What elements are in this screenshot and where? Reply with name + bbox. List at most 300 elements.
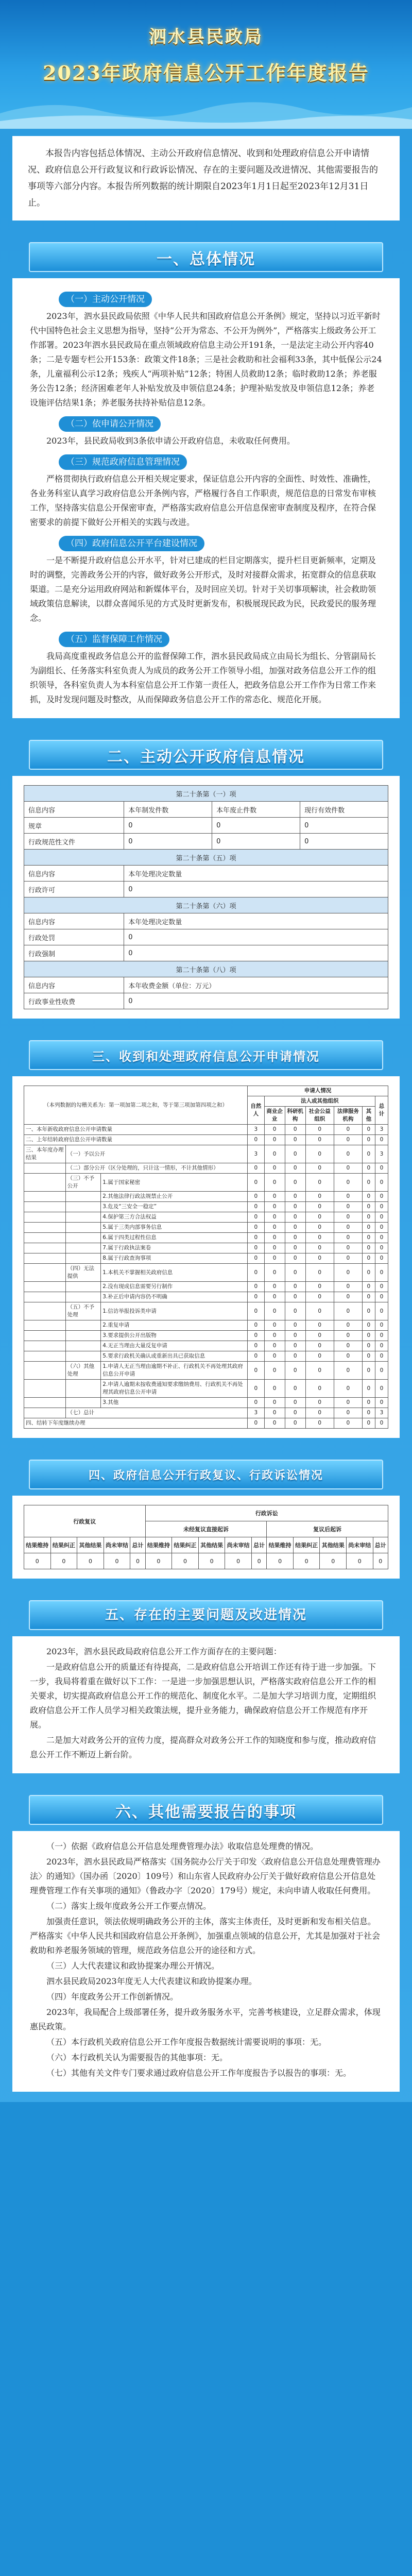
section-5-body xyxy=(12,1636,400,1773)
table-cell: 0 xyxy=(124,929,388,945)
table-header-cell: 信息内容 xyxy=(24,913,124,929)
table-cell: 0 xyxy=(375,1163,388,1174)
sub-heading: （二）依申请公开情况 xyxy=(59,416,161,432)
table-row xyxy=(24,993,388,1009)
section-3-title: 三、收到和处理政府信息公开申请情况 xyxy=(92,1049,320,1064)
table-cell: 0 xyxy=(375,1233,388,1243)
table-cell: 0 xyxy=(300,818,388,834)
table-cell xyxy=(24,1320,66,1331)
table-cell: 0 xyxy=(334,1243,362,1253)
section-2-title: 二、主动公开政府信息情况 xyxy=(107,748,305,766)
table-cell: 3 xyxy=(375,1125,388,1135)
table-cell: 0 xyxy=(285,1243,305,1253)
sub-heading: （四）政府信息公开平台建设情况 xyxy=(59,536,204,551)
table-cell xyxy=(24,1380,66,1398)
table-row xyxy=(24,882,388,897)
table-cell: 0 xyxy=(285,1351,305,1362)
table-cell: 0 xyxy=(264,1351,285,1362)
table-cell: 0 xyxy=(334,1223,362,1233)
table-row xyxy=(24,1302,388,1320)
table-cell: 5.属于三类内部事务信息 xyxy=(101,1223,248,1233)
table-cell: 0 xyxy=(334,1163,362,1174)
table-cell xyxy=(65,1192,101,1202)
table-cell: 0 xyxy=(212,834,300,850)
table-row xyxy=(24,1233,388,1243)
table-cell: 0 xyxy=(362,1125,375,1135)
table-cell: 0 xyxy=(285,1341,305,1351)
table-cell: 0 xyxy=(264,1125,285,1135)
table-cell: 0 xyxy=(305,1380,334,1398)
table-row xyxy=(24,1362,388,1380)
table-cell: 0 xyxy=(248,1192,265,1202)
table-cell: 0 xyxy=(362,1264,375,1282)
table-cell: 0 xyxy=(305,1135,334,1145)
table-cell: 0 xyxy=(334,1192,362,1202)
table-cell: 0 xyxy=(305,1331,334,1341)
paragraph: 2023年，泗水县民政局严格落实《国务院办公厅关于印发〈政府信息公开信息处理费管理办法〉的通知》（国办函〔2020〕109号）和山东省人民政府办公厅关于做好政府信息公开信息处理费管理工作有关事项的通知》（鲁政办字〔2020〕179号）规定，未向申请人收取任何费用。 xyxy=(30,1857,381,1895)
table-cell: 0 xyxy=(375,1341,388,1351)
table-cell: 0 xyxy=(362,1408,375,1418)
table-cell: 0 xyxy=(362,1320,375,1331)
table-cell: 0 xyxy=(248,1380,265,1398)
table-cell: 0 xyxy=(285,1212,305,1223)
table-row xyxy=(24,929,388,945)
table-cell: 0 xyxy=(375,1380,388,1398)
table-group-header: 第二十条第（一）项 xyxy=(24,786,388,802)
table-cell xyxy=(65,1320,101,1331)
table-cell: 0 xyxy=(264,1243,285,1253)
table-header-cell: 法律服务机构 xyxy=(334,1107,362,1125)
table-cell xyxy=(65,1282,101,1292)
table-cell: 0 xyxy=(334,1418,362,1429)
table-cell: 0 xyxy=(124,818,212,834)
table-cell: 0 xyxy=(225,1553,252,1569)
sub-heading: （五）监督保障工作情况 xyxy=(59,632,169,647)
table-cell: 3 xyxy=(375,1145,388,1163)
table-row xyxy=(24,1282,388,1292)
table-cell: 0 xyxy=(305,1233,334,1243)
table-row xyxy=(24,945,388,961)
table-cell: 2.申请人逾期未按收费通知要求缴纳费用、行政机关不再处理其政府信息公开申请 xyxy=(101,1380,248,1398)
table-cell: 0 xyxy=(375,1302,388,1320)
table-cell: 0 xyxy=(362,1341,375,1351)
table-header-cell: 结果纠正 xyxy=(50,1537,77,1553)
table-cell: 0 xyxy=(248,1362,265,1380)
table-cell: 0 xyxy=(264,1408,285,1418)
table-cell xyxy=(65,1202,101,1212)
table-cell xyxy=(65,1331,101,1341)
table-cell: 0 xyxy=(305,1163,334,1174)
table-cell: （一）予以公开 xyxy=(65,1145,247,1163)
table-cell: 0 xyxy=(264,1233,285,1243)
table-cell: 0 xyxy=(362,1135,375,1145)
sub-heading: （三）规范政府信息管理情况 xyxy=(59,454,187,470)
table-cell xyxy=(24,1408,66,1418)
table-cell: 0 xyxy=(334,1341,362,1351)
table-cell: （三）不予公开 xyxy=(65,1174,101,1192)
table-cell: 0 xyxy=(362,1202,375,1212)
table-cell: 0 xyxy=(285,1135,305,1145)
table-cell: 0 xyxy=(248,1253,265,1264)
table-row xyxy=(24,1398,388,1408)
table-cell: 0 xyxy=(251,1553,266,1569)
report-banner xyxy=(0,0,412,129)
table-cell: 4.保护第三方合法权益 xyxy=(101,1212,248,1223)
table-row xyxy=(24,1264,388,1282)
table-cell: 0 xyxy=(172,1553,199,1569)
table-row xyxy=(24,1351,388,1362)
table-row xyxy=(24,1192,388,1202)
table-cell xyxy=(24,1282,66,1292)
table-cell: 0 xyxy=(264,1202,285,1212)
table-cell: 0 xyxy=(305,1223,334,1233)
table-cell: 0 xyxy=(375,1331,388,1341)
table-cell: 0 xyxy=(305,1145,334,1163)
table-cell: 四、结转下年度继续办理 xyxy=(24,1418,248,1429)
sub-heading: （一）主动公开情况 xyxy=(59,292,152,307)
table-cell xyxy=(24,1174,66,1192)
table-row xyxy=(24,1125,388,1135)
table-cell: 0 xyxy=(285,1233,305,1243)
table-cell xyxy=(24,1351,66,1362)
table-cell: 0 xyxy=(145,1553,172,1569)
table-cell: 0 xyxy=(248,1331,265,1341)
review-litigation-table xyxy=(24,1505,388,1569)
table-cell: 0 xyxy=(362,1212,375,1223)
table-cell: 0 xyxy=(212,818,300,834)
table-cell: 0 xyxy=(375,1212,388,1223)
table-row xyxy=(24,1408,388,1418)
table-cell: 0 xyxy=(362,1192,375,1202)
table-cell xyxy=(65,1398,101,1408)
paragraph: （五）本行政机关政府信息公开工作年度报告数据统计需要说明的事项：无。 xyxy=(46,2037,327,2047)
table-cell xyxy=(65,1292,101,1302)
table-cell: 0 xyxy=(362,1145,375,1163)
table-cell: 0 xyxy=(362,1243,375,1253)
table-cell: 0 xyxy=(362,1253,375,1264)
table-cell: 0 xyxy=(334,1408,362,1418)
table-cell: 0 xyxy=(334,1125,362,1135)
table-header-cell: 信息内容 xyxy=(24,802,124,818)
table-header-cell: 结果纠正 xyxy=(172,1537,199,1553)
table-cell: 0 xyxy=(248,1341,265,1351)
table-header-cell: 总计 xyxy=(130,1537,145,1553)
table-cell xyxy=(24,1362,66,1380)
table-cell: 0 xyxy=(334,1362,362,1380)
table-cell xyxy=(65,1233,101,1243)
paragraph: （七）其他有关文件专门要求通过政府信息公开工作年度报告予以报告的事项：无。 xyxy=(46,2068,352,2078)
table-header-cell: 尚未审结 xyxy=(225,1537,252,1553)
table-cell xyxy=(24,1253,66,1264)
table-cell: 0 xyxy=(334,1253,362,1264)
paragraph: 2023年，泗水县民政局政府信息公开工作方面存在的主要问题： xyxy=(46,1647,282,1656)
table-cell: 5.要求行政机关确认或重新出具已获取信息 xyxy=(101,1351,248,1362)
table-cell: 0 xyxy=(264,1341,285,1351)
section-6-body xyxy=(12,1831,400,2092)
paragraph: （一）依据《政府信息公开信息处理费管理办法》收取信息处理费的情况。 xyxy=(46,1841,319,1851)
table-header-cell: 总计 xyxy=(373,1537,388,1553)
table-cell: 0 xyxy=(334,1202,362,1212)
table-cell: 0 xyxy=(285,1202,305,1212)
table-header-cell: 信息内容 xyxy=(24,977,124,993)
table-header-cell: 本年处理决定数量 xyxy=(124,913,388,929)
table-row xyxy=(24,834,388,850)
table-cell: 0 xyxy=(248,1212,265,1223)
table-cell: 2.没有现成信息需要另行制作 xyxy=(101,1282,248,1292)
table-cell: 0 xyxy=(334,1264,362,1282)
table-cell: 二、上年结转政府信息公开申请数量 xyxy=(24,1135,248,1145)
table-row xyxy=(24,1163,388,1174)
table-cell: 0 xyxy=(248,1163,265,1174)
table-cell: 0 xyxy=(264,1145,285,1163)
table-cell: 0 xyxy=(362,1233,375,1243)
table-cell: 0 xyxy=(124,993,388,1009)
section-1-header xyxy=(8,234,404,278)
table-cell: 0 xyxy=(375,1418,388,1429)
table-cell: 0 xyxy=(375,1264,388,1282)
table-cell: 0 xyxy=(124,834,212,850)
table-cell: 0 xyxy=(293,1553,320,1569)
table-cell: 0 xyxy=(264,1398,285,1408)
table-cell: 0 xyxy=(362,1331,375,1341)
table-row xyxy=(24,1292,388,1302)
section-4-header xyxy=(8,1451,404,1496)
table-cell xyxy=(24,1243,66,1253)
banner-mountain-decoration xyxy=(0,93,412,129)
table-cell: 2.其他法律行政法规禁止公开 xyxy=(101,1192,248,1202)
table-cell: 0 xyxy=(264,1362,285,1380)
table-header-cell: 本年收费金额（单位：万元） xyxy=(124,977,388,993)
table-cell: 0 xyxy=(362,1223,375,1233)
table-cell xyxy=(24,1331,66,1341)
table-cell: 0 xyxy=(285,1282,305,1292)
table-cell: 规章 xyxy=(24,818,124,834)
table-cell: 0 xyxy=(285,1253,305,1264)
table-cell xyxy=(24,1223,66,1233)
table-header-cell: 本年制发件数 xyxy=(124,802,212,818)
table-cell: 0 xyxy=(248,1223,265,1233)
section-4-title: 四、政府信息公开行政复议、行政诉讼情况 xyxy=(88,1469,323,1482)
paragraph: 泗水县民政局2023年度无人大代表建议和政协提案办理。 xyxy=(46,1976,257,1986)
table-cell: 7.属于行政执法案卷 xyxy=(101,1243,248,1253)
table-cell: （六）其他处理 xyxy=(65,1362,101,1380)
table-cell xyxy=(24,1398,66,1408)
table-cell xyxy=(24,1302,66,1320)
table-row xyxy=(24,1202,388,1212)
table-cell: 0 xyxy=(24,1553,51,1569)
table-row xyxy=(24,1380,388,1398)
table-cell: 0 xyxy=(264,1264,285,1282)
table-cell: 0 xyxy=(334,1351,362,1362)
table-cell: 0 xyxy=(305,1320,334,1331)
table-header-cell: 尚未审结 xyxy=(347,1537,373,1553)
table-cell: 0 xyxy=(285,1125,305,1135)
section-1-body xyxy=(12,278,400,718)
table-cell: 0 xyxy=(362,1292,375,1302)
table-cell: 0 xyxy=(264,1282,285,1292)
table-cell: 6.属于四类过程性信息 xyxy=(101,1233,248,1243)
table-cell: 0 xyxy=(375,1351,388,1362)
table-cell: 0 xyxy=(124,945,388,961)
table-cell: 0 xyxy=(375,1192,388,1202)
paragraph: 一是不断提升政府信息公开水平，针对已建成的栏目定期落实，提升栏目更新频率，定期及时的调整，完善政务公开的内容，做好政务公开形式，及时对接群众需求，拓宽群众的信息获取渠道。二是充分运用政府网站和新媒体平台，及时回应关切。针对于关切事项解读，社会救助领域政策信息解读，以群众喜闻乐见的方式及时更新发布，积极展现民政为民，民政爱民的服务理念。 xyxy=(30,555,376,623)
table-cell: 0 xyxy=(362,1163,375,1174)
table-row xyxy=(24,1223,388,1233)
table-cell: 0 xyxy=(375,1223,388,1233)
table-header-cell: 信息内容 xyxy=(24,866,124,882)
table-cell: 0 xyxy=(264,1331,285,1341)
table-cell xyxy=(65,1212,101,1223)
table-cell: 1.信访举报投诉类申请 xyxy=(101,1302,248,1320)
table-row xyxy=(24,1331,388,1341)
table-group-header: 第二十条第（五）项 xyxy=(24,850,388,866)
paragraph: （三）人大代表建议和政协提案办理公开情况。 xyxy=(46,1961,220,1971)
table-cell xyxy=(65,1223,101,1233)
paragraph: 加强责任意识，领法依规明确政务公开的主体，落实主体责任，及时更新和发布相关信息。严格落实《中华人民共和国政府信息公开条例》，加强重点领域的信息公开，尤其是加强对于社会救助和养老服务领域的管理，规范政务信息公开的途径和方式。 xyxy=(30,1917,381,1955)
table-cell: 0 xyxy=(248,1174,265,1192)
table-cell: 0 xyxy=(305,1264,334,1282)
table-header-cell: 复议后起诉 xyxy=(267,1521,388,1537)
table-cell: 0 xyxy=(347,1553,373,1569)
section-5-title: 五、存在的主要问题及改进情况 xyxy=(105,1607,307,1623)
table-cell: 0 xyxy=(285,1331,305,1341)
table-header-cell: 其他结果 xyxy=(320,1537,347,1553)
table-cell: 0 xyxy=(264,1135,285,1145)
table-row xyxy=(24,818,388,834)
table-cell: 0 xyxy=(375,1398,388,1408)
table-cell xyxy=(65,1351,101,1362)
table-cell: 0 xyxy=(373,1553,388,1569)
section-3-header xyxy=(8,1032,404,1076)
table-cell: 0 xyxy=(285,1145,305,1163)
table-cell: 0 xyxy=(334,1212,362,1223)
banner-org-title: 泗水县民政局 xyxy=(149,27,263,47)
table-cell: 0 xyxy=(124,882,388,897)
table-row xyxy=(24,1418,388,1429)
table-cell: （五）不予处理 xyxy=(65,1302,101,1320)
table-cell: 0 xyxy=(248,1292,265,1302)
table-cell: 0 xyxy=(334,1135,362,1145)
table-cell: （二）部分公开（区分处理的，只计这一情形，不计其他情形） xyxy=(65,1163,247,1174)
table-cell: 0 xyxy=(305,1192,334,1202)
table-row xyxy=(24,1212,388,1223)
table-header-cell: 法人或其他组织 xyxy=(264,1096,375,1107)
table-cell: 0 xyxy=(375,1282,388,1292)
table-cell: 0 xyxy=(305,1243,334,1253)
table-cell: 0 xyxy=(334,1233,362,1243)
table-cell: 行政处罚 xyxy=(24,929,124,945)
table-cell xyxy=(24,1212,66,1223)
table-cell: 0 xyxy=(248,1243,265,1253)
table-cell: 0 xyxy=(334,1331,362,1341)
table-cell: 行政强制 xyxy=(24,945,124,961)
section-2-table-wrap xyxy=(12,776,400,1019)
table-cell: 0 xyxy=(285,1174,305,1192)
section-3-table-wrap xyxy=(12,1076,400,1438)
table-cell: 0 xyxy=(375,1202,388,1212)
table-cell: 0 xyxy=(305,1212,334,1223)
table-header-cell: 其他 xyxy=(362,1107,375,1125)
table-cell: 行政许可 xyxy=(24,882,124,897)
table-cell: 0 xyxy=(334,1380,362,1398)
table-header-cell: 本年处理决定数量 xyxy=(124,866,388,882)
table-header-cell: 尚未审结 xyxy=(104,1537,130,1553)
paragraph: （四）年度政务公开工作创新情况。 xyxy=(46,1992,179,2002)
table-header-cell: 科研机构 xyxy=(285,1107,305,1125)
table-cell: 0 xyxy=(285,1398,305,1408)
table-cell: 0 xyxy=(285,1320,305,1331)
table-cell: 0 xyxy=(305,1362,334,1380)
paragraph: （二）落实上级年度政务公开工作要点情况。 xyxy=(46,1901,212,1911)
section-5-header xyxy=(8,1592,404,1636)
table-header-cell: 结果维持 xyxy=(267,1537,294,1553)
active-disclosure-table xyxy=(24,785,388,1009)
table-cell: 0 xyxy=(285,1408,305,1418)
table-cell: 3 xyxy=(248,1408,265,1418)
table-cell: 3.补正后申请内容仍不明确 xyxy=(101,1292,248,1302)
table-cell xyxy=(65,1243,101,1253)
table-header-cell: 其他结果 xyxy=(198,1537,225,1553)
table-header-cell: 未经复议直接起诉 xyxy=(145,1521,267,1537)
table-cell: 0 xyxy=(375,1362,388,1380)
table-cell: 0 xyxy=(305,1202,334,1212)
table-cell: 0 xyxy=(375,1174,388,1192)
table-cell: 1.申请人无正当理由逾期不补正、行政机关不再处理其政府信息公开申请 xyxy=(101,1362,248,1380)
table-cell: 0 xyxy=(264,1174,285,1192)
table-cell: 一、本年新收政府信息公开申请数量 xyxy=(24,1125,248,1135)
table-cell: 0 xyxy=(248,1351,265,1362)
table-cell: 0 xyxy=(264,1380,285,1398)
section-6-title: 六、其他需要报告的事项 xyxy=(115,1803,297,1821)
table-group-header: 第二十条第（八）项 xyxy=(24,961,388,977)
table-cell: 0 xyxy=(305,1292,334,1302)
table-cell: （四）无法提供 xyxy=(65,1264,101,1282)
table-cell: 0 xyxy=(305,1302,334,1320)
section-1-title: 一、总体情况 xyxy=(157,250,255,268)
table-cell: 0 xyxy=(334,1145,362,1163)
table-row xyxy=(24,1135,388,1145)
table-cell: 0 xyxy=(264,1418,285,1429)
table-cell: 0 xyxy=(362,1282,375,1292)
table-cell xyxy=(65,1380,101,1398)
table-cell: 0 xyxy=(362,1302,375,1320)
table-cell: 0 xyxy=(285,1264,305,1282)
table-header-cell: 其他结果 xyxy=(77,1537,104,1553)
table-cell xyxy=(24,1202,66,1212)
table-cell: 3 xyxy=(248,1125,265,1135)
table-cell: 0 xyxy=(305,1418,334,1429)
table-header-cell: 本年废止件数 xyxy=(212,802,300,818)
paragraph: 二是加大对政务公开的宣传力度，提高群众对政务公开工作的知晓度和参与度，推动政府信息公开工作不断迈上新台阶。 xyxy=(30,1735,376,1759)
paragraph: 2023年，泗水县民政局依照《中华人民共和国政府信息公开条例》规定，坚持以习近平新时代中国特色社会主义思想为指导，坚持“公开为常态、不公开为例外”，严格落实上级政务公开工作部署。2023年泗水县民政局在重点领域政府信息主动公开191条，一是法定主动公开内容40条；二是专题专栏公开153条：政策文件18条；三是社会救助和社会福利33条，其中低保公示24条，儿童福利公示12条；残疾人“两项补贴”12条；特困人员救助12条；临时救助12条；养老服务公告12条；经济困难老年人补贴发放及申领信息24条；护理补贴发放及申领信息12条；养老设施评估结果1条；养老服务扶持补贴信息12条。 xyxy=(30,311,382,408)
section-2-header xyxy=(8,732,404,776)
table-cell: 0 xyxy=(50,1553,77,1569)
table-cell: 0 xyxy=(264,1320,285,1331)
table-cell xyxy=(24,1192,66,1202)
table-cell: 0 xyxy=(248,1264,265,1282)
table-header-cell: 总计 xyxy=(251,1537,266,1553)
table-cell: 0 xyxy=(267,1553,294,1569)
table-cell: 3.其他 xyxy=(101,1398,248,1408)
table-cell: 0 xyxy=(248,1320,265,1331)
table-cell: 0 xyxy=(285,1292,305,1302)
table-cell: 0 xyxy=(305,1282,334,1292)
table-row xyxy=(24,1341,388,1351)
table-row xyxy=(24,1320,388,1331)
table-cell: 三、本年度办理结果 xyxy=(24,1145,66,1163)
table-cell: 0 xyxy=(362,1380,375,1398)
table-cell: 0 xyxy=(130,1553,145,1569)
